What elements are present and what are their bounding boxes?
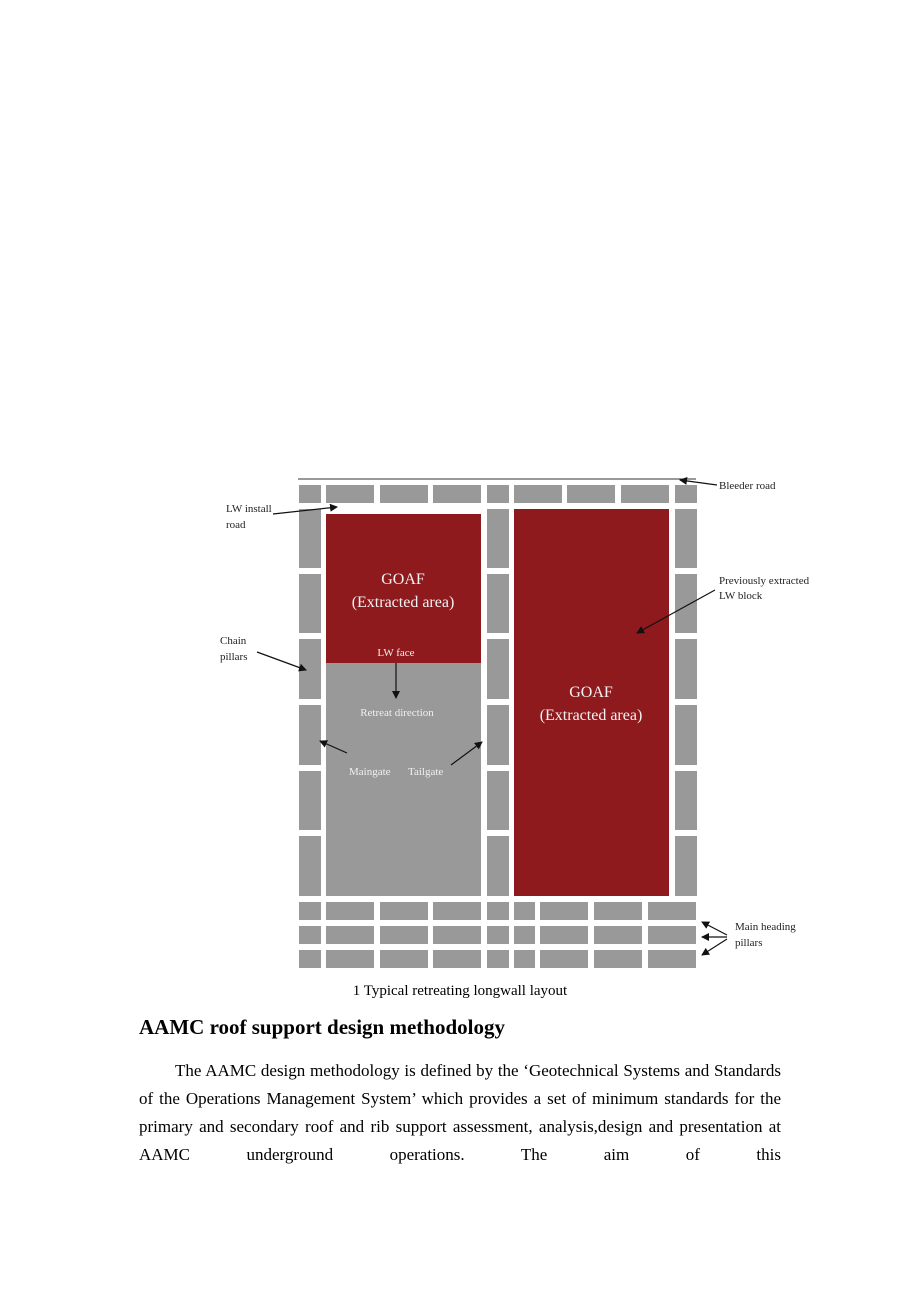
section-heading: AAMC roof support design methodology bbox=[139, 1015, 505, 1039]
goaf-left-label-line1: GOAF bbox=[381, 571, 425, 588]
previously-extracted-label-line1: Previously extracted bbox=[719, 575, 810, 587]
chain-pillars-label-line1: Chain bbox=[220, 635, 247, 647]
figure-caption: 1 Typical retreating longwall layout bbox=[352, 983, 568, 999]
goaf-right-label-line1: GOAF bbox=[569, 684, 613, 701]
main-heading-pillars bbox=[299, 902, 696, 968]
goaf-previous-block bbox=[514, 509, 669, 896]
main-heading-pillars-label-line2: pillars bbox=[735, 937, 763, 949]
bleeder-road-arrow bbox=[680, 480, 717, 485]
section-paragraph: The AAMC design methodology is defined by the ‘Geotechnical Systems and Standards of the Operations Management System’ which provides a set of minimum standards for the primary and secondary roof and rib support assessment, analysis,design and presentation at AAMC underground operations. The aim of this bbox=[139, 1061, 781, 1164]
chain-pillars-middle bbox=[487, 509, 509, 896]
lw-install-road-label-line1: LW install bbox=[226, 503, 272, 515]
lw-install-road-label-line2: road bbox=[226, 519, 246, 531]
bleeder-road-label: Bleeder road bbox=[719, 480, 776, 492]
goaf-current-block bbox=[326, 514, 481, 663]
maingate-label: Maingate bbox=[349, 766, 391, 778]
chain-pillars-right bbox=[675, 509, 697, 896]
previously-extracted-label-line2: LW block bbox=[719, 590, 763, 602]
chain-pillars-label-line2: pillars bbox=[220, 651, 248, 663]
main-heading-arrow-top bbox=[702, 922, 727, 935]
main-heading-pillars-label-line1: Main heading bbox=[735, 921, 796, 933]
goaf-left-label-line2: (Extracted area) bbox=[351, 594, 455, 611]
bleeder-pillar-row bbox=[299, 485, 697, 503]
retreat-direction-label: Retreat direction bbox=[360, 707, 434, 719]
tailgate-label: Tailgate bbox=[408, 766, 444, 778]
goaf-right-label-line2: (Extracted area) bbox=[539, 707, 643, 724]
lw-face-label: LW face bbox=[377, 647, 415, 659]
chain-pillars-arrow bbox=[257, 652, 306, 670]
unmined-block bbox=[326, 663, 481, 896]
chain-pillars-left bbox=[299, 509, 321, 896]
main-heading-arrow-bottom bbox=[702, 939, 727, 955]
